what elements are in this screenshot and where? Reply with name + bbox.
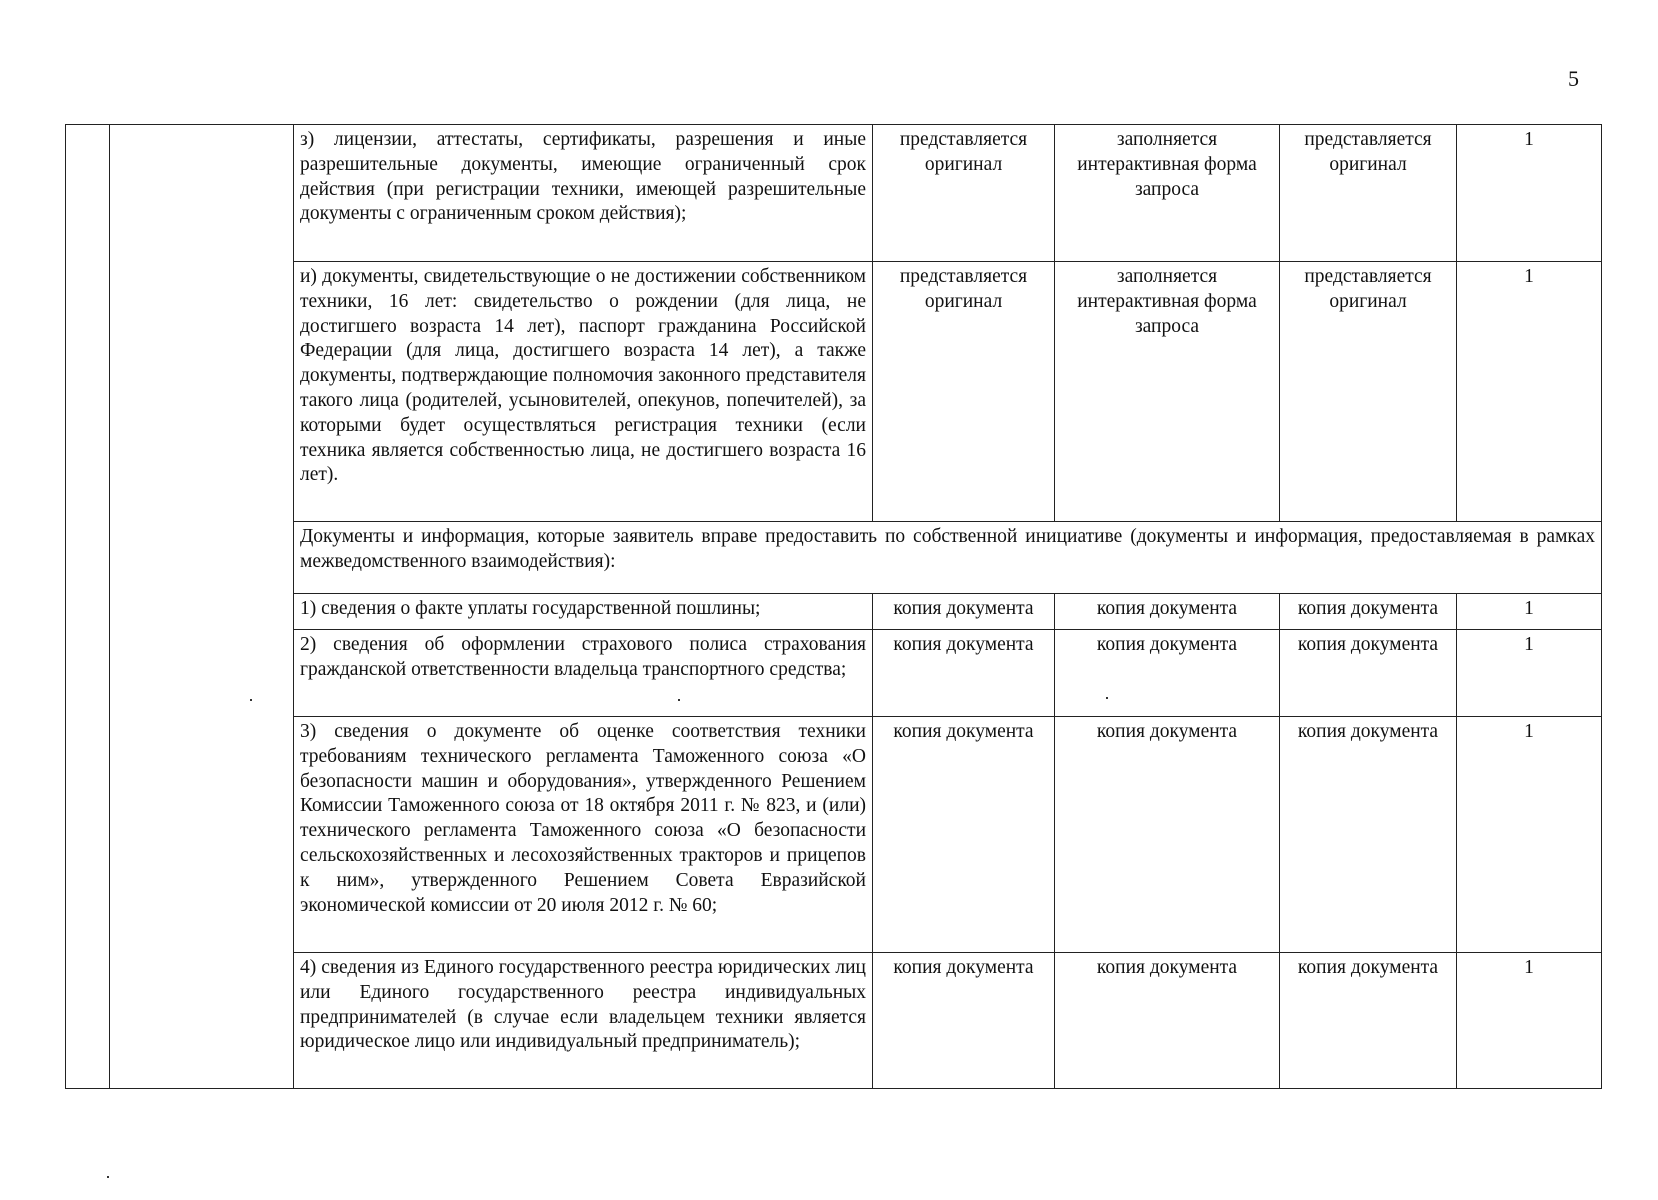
documents-table [65,124,1602,1089]
table-row [66,594,1602,630]
section-note-row [66,522,1602,594]
presentation-form-cell: копия документа [873,717,1055,953]
copies-count-cell: 1 [1457,125,1602,262]
section-note: Документы и информация, которые заявитель вправе предоставить по собственной инициативе (документы и информация, предоставляемая в рамках межведомственного взаимодействия): [294,522,1602,594]
presentation-form-cell: представляется оригинал [873,262,1055,522]
copies-count-cell: 1 [1457,630,1602,717]
name-column-cell [110,125,294,1089]
presentation-form-cell: представляется оригинал [873,125,1055,262]
mfc-form-cell: копия документа [1280,953,1457,1089]
document-description: 2) сведения об оформлении страхового полиса страхования гражданской ответственности владельца транспортного средства; [294,630,873,717]
number-column-cell [66,125,110,1089]
table-row [66,630,1602,717]
presentation-form-cell: копия документа [873,953,1055,1089]
presentation-form-cell: копия документа [873,630,1055,717]
copies-count-cell: 1 [1457,262,1602,522]
electronic-form-cell: заполняется интерактивная форма запроса [1055,125,1280,262]
document-description: 1) сведения о факте уплаты государственной пошлины; [294,594,873,630]
table-row [66,125,1602,262]
mfc-form-cell: представляется оригинал [1280,262,1457,522]
page-number: 5 [1568,66,1579,91]
electronic-form-cell: копия документа [1055,630,1280,717]
document-description: з) лицензии, аттестаты, сертификаты, разрешения и иные разрешительные документы, имеющие ограниченный срок действия (при регистрации техники, имеющей разрешительные документы с ограниченным сроком действия); [294,125,873,262]
scan-speck [107,1176,109,1178]
electronic-form-cell: копия документа [1055,594,1280,630]
table-row [66,717,1602,953]
copies-count-cell: 1 [1457,594,1602,630]
electronic-form-cell: заполняется интерактивная форма запроса [1055,262,1280,522]
electronic-form-cell: копия документа [1055,717,1280,953]
scan-speck [678,699,680,701]
mfc-form-cell: копия документа [1280,630,1457,717]
table-row [66,262,1602,522]
document-description: 4) сведения из Единого государственного реестра юридических лиц или Единого государственного реестра индивидуальных предпринимателей (в случае если владельцем техники является юридическое лицо или индивидуальный предприниматель); [294,953,873,1089]
presentation-form-cell: копия документа [873,594,1055,630]
document-description: и) документы, свидетельствующие о не достижении собственником техники, 16 лет: свидетельство о рождении (для лица, не достигшего возраста 14 лет), паспорт гражданина Российской Федерации (для лица, достигшего возраста 14 лет), а также документы, подтверждающие полномочия законного представителя такого лица (родителей, усыновителей, опекунов, попечителей), за которыми будет осуществляться регистрация техники (если техника является собственностью лица, не достигшего возраста 16 лет). [294,262,873,522]
mfc-form-cell: копия документа [1280,594,1457,630]
scan-speck [250,699,252,701]
scan-speck [1106,697,1108,699]
table-row [66,953,1602,1089]
electronic-form-cell: копия документа [1055,953,1280,1089]
copies-count-cell: 1 [1457,717,1602,953]
mfc-form-cell: копия документа [1280,717,1457,953]
mfc-form-cell: представляется оригинал [1280,125,1457,262]
document-description: 3) сведения о документе об оценке соответствия техники требованиям технического регламента Таможенного союза «О безопасности машин и оборудования», утвержденного Решением Комиссии Таможенного союза от 18 октября 2011 г. № 823, и (или) технического регламента Таможенного союза «О безопасности сельскохозяйственных и лесохозяйственных тракторов и прицепов к ним», утвержденного Решением Совета Евразийской экономической комиссии от 20 июля 2012 г. № 60; [294,717,873,953]
copies-count-cell: 1 [1457,953,1602,1089]
